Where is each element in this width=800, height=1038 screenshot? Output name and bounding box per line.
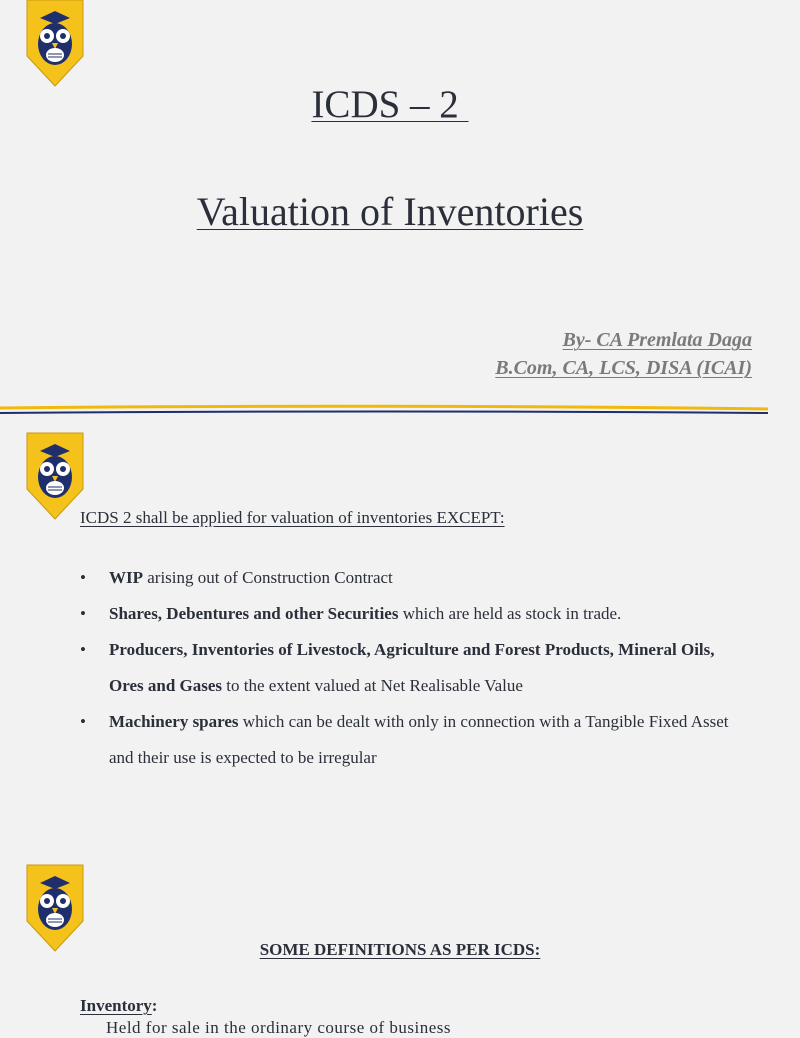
author-name: By- CA Premlata Daga: [562, 329, 752, 351]
definitions-slide: [0, 848, 768, 1037]
list-item: • Producers, Inventories of Livestock, Agriculture and Forest Products, Mineral Oils, Ores and Gases to the extent valued at Net Realisable Value: [80, 632, 740, 704]
slide-divider: [0, 404, 768, 416]
definitions-heading: SOME DEFINITIONS AS PER ICDS:: [259, 940, 541, 959]
owl-shield-logo-icon: [26, 865, 84, 951]
list-item: • WIP arising out of Construction Contract: [80, 560, 740, 596]
inventory-term: Inventory:: [80, 996, 158, 1015]
list-item: • Machinery spares which can be dealt with only in connection with a Tangible Fixed Asset and their use is expected to be irregular: [80, 704, 740, 776]
inventory-definition-partial: Held for sale in the ordinary course of business: [106, 1018, 452, 1037]
slide-subtitle: Valuation of Inventories: [196, 189, 584, 234]
list-item: • Shares, Debentures and other Securities which are held as stock in trade.: [80, 596, 740, 632]
author-byline: [495, 326, 752, 382]
author-credentials: B.Com, CA, LCS, DISA (ICAI): [495, 357, 752, 379]
exceptions-slide: [0, 416, 768, 836]
exceptions-intro: ICDS 2 shall be applied for valuation of inventories EXCEPT:: [80, 508, 505, 527]
title-slide: [0, 0, 768, 408]
owl-shield-logo-icon: [26, 0, 84, 86]
exceptions-list: [80, 560, 740, 776]
slide-title: ICDS – 2: [311, 83, 469, 126]
owl-shield-logo-icon: [26, 433, 84, 519]
